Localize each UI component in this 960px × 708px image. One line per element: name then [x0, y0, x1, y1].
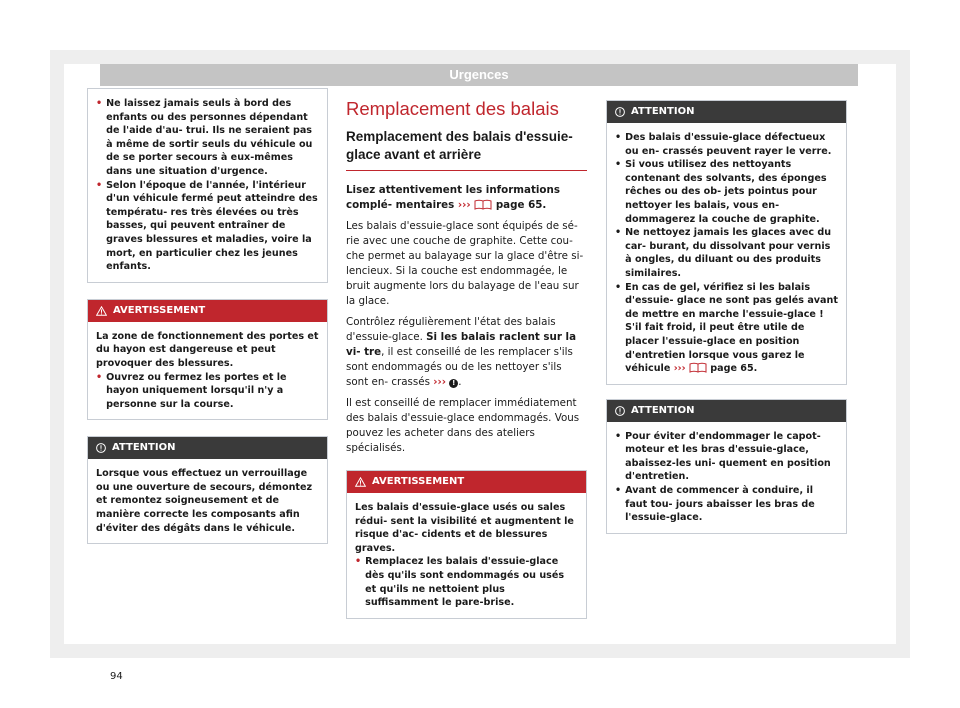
attention-box-hood — [606, 399, 847, 534]
right-column — [606, 88, 847, 534]
attention-circle-icon — [96, 443, 106, 453]
subsection-title: Remplacement des balais d'essuie-glace avant et arrière — [346, 128, 587, 171]
attention-box-header: ATTENTION — [88, 437, 327, 459]
section-header: Urgences — [100, 64, 858, 86]
attention-box-emergency: ATTENTION Lorsque vous effectuez un verrouillage ou une ouverture de secours, démontez et remontez soigneusement et de manière correcte les composants afin d'éviter des dégâts dans le véhicule. — [87, 436, 328, 544]
intro-paragraph: Lisez attentivement les informations complé- mentaires ››› page 65. — [346, 184, 560, 211]
page-reference[interactable]: page 65 — [495, 199, 543, 211]
left-column — [87, 88, 328, 544]
attention-circle-icon — [615, 107, 625, 117]
reference-arrows[interactable]: ››› — [433, 376, 446, 388]
book-icon — [689, 362, 707, 373]
paragraph: Contrôlez régulièrement l'état des balais d'essuie-glace. Si les balais raclent sur la vi- tre, il est conseillé de les remplacer s'ils sont endommagés ou de les nettoyer s'ils sont en- crassés ››› ! . — [346, 316, 577, 388]
warning-box-wipers: AVERTISSEMENT Les balais d'essuie-glace usés ou sales rédui- sent la visibilité et augmentent le risque d'ac- cidents et de blessures graves. • Remplacez les balais d'essuie-glace dès qu'ils sont endommagés ou usés et qu'ils ne nettoient plus suffisamment le pare-brise. — [346, 470, 587, 619]
list-item: • Pour éviter d'endommager le capot-moteur et les bras d'essuie-glace, abaissez-les uni- quement en position d'entretien. — [615, 430, 831, 483]
intro-warning-box — [87, 88, 328, 283]
list-item: • Ouvrez ou fermez les portes et le hayon uniquement lorsqu'il n'y a personne sur la course. — [96, 371, 287, 410]
list-item: • Avant de commencer à conduire, il faut tou- jours abaisser les bras de l'essuie-glace. — [615, 485, 815, 524]
page-number: 94 — [110, 671, 123, 682]
warning-reference-icon: ! — [449, 379, 458, 388]
page-reference[interactable]: page 65 — [710, 363, 754, 375]
list-item: • Des balais d'essuie-glace défectueux ou en- crassés peuvent rayer le verre. — [615, 132, 832, 157]
attention-circle-icon — [615, 406, 625, 416]
list-item: • Selon l'époque de l'année, l'intérieur d'un véhicule fermé peut atteindre des températu- res très élevées ou très basses, qui peuvent entraîner de graves blessures et maladies, voire la mort, en particulier chez les jeunes enfants. — [96, 179, 318, 273]
middle-column — [346, 88, 587, 619]
list-item: • Remplacez les balais d'essuie-glace dès qu'ils sont endommagés ou usés et qu'ils ne nettoient plus suffisamment le pare-brise. — [355, 556, 565, 609]
list-item: • Ne nettoyez jamais les glaces avec du car- burant, du dissolvant pour vernis à ongles, du diluant ou des produits similaires. — [615, 227, 832, 279]
section-title: Remplacement des balais — [346, 98, 559, 119]
warning-triangle-icon — [96, 306, 107, 316]
warning-box-header: AVERTISSEMENT — [88, 300, 327, 322]
attention-box-header: ATTENTION — [607, 400, 846, 422]
paragraph: Il est conseillé de remplacer immédiatement des balais d'essuie-glace endommagés. Vous pouvez les acheter dans des ateliers spécialisés. — [346, 397, 580, 454]
reference-arrows[interactable]: ››› — [673, 363, 686, 375]
warning-triangle-icon — [355, 477, 366, 487]
book-icon — [474, 199, 492, 210]
paragraph: Les balais d'essuie-glace sont équipés de sé- rie avec une couche de graphite. Cette cou- che permet au balayage sur la glace d'être si- lencieux. Si la couche est endommagée, le bruit augmente lors du balayage de l'eau sur la glace. — [346, 220, 584, 307]
list-item: • En cas de gel, vérifiez si les balais d'essuie- glace ne sont pas gelés avant de mettre en marche l'essuie-glace ! S'il fait froid, il peut être utile de placer l'essuie-glace en position d'entretien lorsque vous garez le véhicule ››› page 65. — [615, 281, 838, 375]
page-sheet — [50, 50, 910, 682]
warning-box-header: AVERTISSEMENT — [347, 471, 586, 493]
list-item: • Si vous utilisez des nettoyants contenant des solvants, des éponges rêches ou des ob- jets pointus pour nettoyer les balais, vous en- dommagerez la couche de graphite. — [615, 159, 827, 225]
warning-box-doors: AVERTISSEMENT La zone de fonctionnement des portes et du hayon est dangereuse et peut provoquer des blessures. • Ouvrez ou fermez les portes et le hayon uniquement lorsqu'il n'y a personne sur la course. — [87, 299, 328, 421]
attention-box-wipers — [606, 100, 847, 385]
list-item: • Ne laissez jamais seuls à bord des enfants ou des personnes dépendant de l'aide d'au- trui. Ils ne seraient pas à même de sortir seuls du véhicule ou de se porter secours à eux-mêmes dans une situation d'urgence. — [96, 98, 313, 177]
attention-box-header: ATTENTION — [607, 101, 846, 123]
reference-arrows[interactable]: ››› — [457, 199, 471, 211]
